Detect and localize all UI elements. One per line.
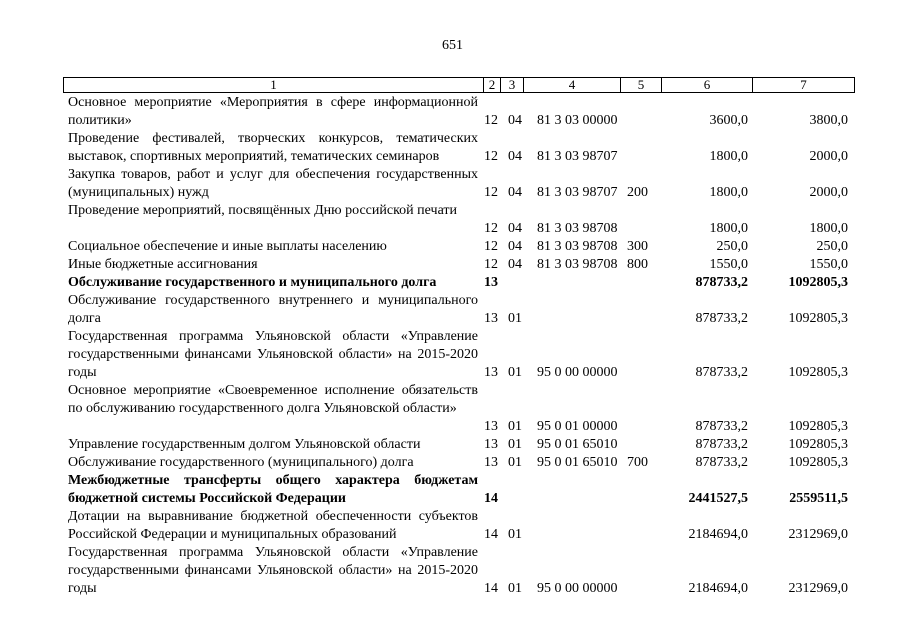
cell-amount-6: 878733,2	[695, 437, 748, 452]
cell-amount-6: 878733,2	[695, 275, 748, 290]
cell-section: 14	[484, 491, 498, 506]
cell-section: 14	[484, 527, 498, 542]
table-header	[63, 77, 855, 93]
table-row	[0, 256, 905, 274]
cell-target-article: 95 0 01 00000	[537, 419, 618, 434]
cell-amount-6: 2441527,5	[688, 491, 748, 506]
cell-amount-6: 878733,2	[695, 311, 748, 326]
cell-amount-7: 3800,0	[809, 113, 848, 128]
table-row	[0, 130, 905, 166]
table-row	[0, 292, 905, 328]
header-col-3: 3	[500, 78, 523, 92]
cell-subsection: 04	[508, 221, 522, 236]
cell-amount-6: 1800,0	[709, 185, 748, 200]
row-description: Основное мероприятие «Мероприятия в сфере информационной политики»	[68, 95, 478, 128]
cell-target-article: 95 0 00 00000	[537, 365, 618, 380]
cell-target-article: 81 3 03 98708	[537, 221, 618, 236]
row-description: Иные бюджетные ассигнования	[68, 257, 258, 272]
cell-section: 12	[484, 185, 498, 200]
cell-section: 12	[484, 113, 498, 128]
cell-target-article: 81 3 03 98707	[537, 185, 618, 200]
cell-section: 13	[484, 311, 498, 326]
table-row	[0, 166, 905, 202]
cell-section: 13	[484, 419, 498, 434]
table-row-section-header	[0, 274, 905, 292]
cell-amount-7: 1092805,3	[788, 419, 848, 434]
page-number: 651	[442, 38, 463, 53]
cell-section: 12	[484, 257, 498, 272]
cell-amount-7: 1092805,3	[788, 365, 848, 380]
row-description: Проведение фестивалей, творческих конкурсов, тематических выставок, спортивных мероприятий, тематических семинаров	[68, 131, 478, 164]
cell-section: 12	[484, 149, 498, 164]
cell-expense-type: 300	[627, 239, 648, 254]
cell-amount-7: 1092805,3	[788, 437, 848, 452]
row-description: Дотации на выравнивание бюджетной обеспеченности субъектов Российской Федерации и муниципальных образований	[68, 509, 478, 542]
cell-amount-7: 1092805,3	[788, 275, 848, 290]
row-description: Государственная программа Ульяновской области «Управление государственными финансами Ульяновской области» на 2015-2020 годы	[68, 329, 478, 380]
cell-amount-6: 878733,2	[695, 419, 748, 434]
cell-subsection: 04	[508, 113, 522, 128]
cell-subsection: 01	[508, 455, 522, 470]
header-col-2: 2	[483, 78, 500, 92]
cell-subsection: 01	[508, 581, 522, 596]
cell-amount-7: 2559511,5	[789, 491, 848, 506]
cell-amount-7: 1800,0	[809, 221, 848, 236]
cell-amount-7: 2312969,0	[788, 581, 848, 596]
table-row	[0, 238, 905, 256]
table-row	[0, 454, 905, 472]
cell-expense-type: 200	[627, 185, 648, 200]
cell-target-article: 81 3 03 98708	[537, 239, 618, 254]
row-description: Социальное обеспечение и иные выплаты населению	[68, 239, 387, 254]
header-col-1: 1	[270, 77, 277, 92]
header-col-6: 6	[661, 78, 752, 92]
cell-expense-type: 800	[627, 257, 648, 272]
cell-amount-7: 250,0	[816, 239, 848, 254]
row-description: Государственная программа Ульяновской области «Управление государственными финансами Ульяновской области» на 2015-2020 годы	[68, 545, 478, 596]
cell-target-article: 81 3 03 00000	[537, 113, 618, 128]
row-description: Обслуживание государственного (муниципального) долга	[68, 455, 414, 470]
cell-section: 13	[484, 455, 498, 470]
cell-expense-type: 700	[627, 455, 648, 470]
cell-amount-6: 1800,0	[709, 221, 748, 236]
cell-amount-7: 1092805,3	[788, 455, 848, 470]
cell-section: 13	[484, 275, 498, 290]
row-description: Обслуживание государственного внутреннего и муниципального долга	[68, 293, 478, 326]
cell-subsection: 04	[508, 185, 522, 200]
cell-amount-6: 2184694,0	[688, 527, 748, 542]
row-description: Закупка товаров, работ и услуг для обеспечения государственных (муниципальных) нужд	[68, 167, 478, 200]
cell-target-article: 81 3 03 98707	[537, 149, 618, 164]
table-row	[0, 382, 905, 436]
header-col-5: 5	[620, 78, 661, 92]
table-row	[0, 544, 905, 598]
cell-subsection: 04	[508, 239, 522, 254]
row-description: Межбюджетные трансферты общего характера бюджетам бюджетной системы Российской Федерации	[68, 473, 478, 506]
cell-target-article: 95 0 01 65010	[537, 437, 618, 452]
cell-amount-7: 1550,0	[809, 257, 848, 272]
cell-subsection: 01	[508, 527, 522, 542]
table-row	[0, 508, 905, 544]
header-col-4: 4	[523, 78, 620, 92]
table-row	[0, 94, 905, 130]
cell-amount-6: 2184694,0	[688, 581, 748, 596]
cell-section: 13	[484, 437, 498, 452]
cell-section: 14	[484, 581, 498, 596]
cell-amount-6: 878733,2	[695, 455, 748, 470]
row-description: Управление государственным долгом Ульяновской области	[68, 437, 421, 452]
cell-section: 13	[484, 365, 498, 380]
cell-subsection: 04	[508, 257, 522, 272]
cell-subsection: 04	[508, 149, 522, 164]
row-description: Обслуживание государственного и муниципального долга	[68, 275, 437, 290]
cell-target-article: 95 0 01 65010	[537, 455, 618, 470]
cell-amount-6: 250,0	[716, 239, 748, 254]
table-row	[0, 202, 905, 238]
cell-amount-7: 2312969,0	[788, 527, 848, 542]
row-description: Основное мероприятие «Своевременное исполнение обязательств по обслуживанию государственного долга Ульяновской области»	[68, 383, 478, 416]
cell-subsection: 01	[508, 419, 522, 434]
cell-subsection: 01	[508, 365, 522, 380]
cell-amount-7: 1092805,3	[788, 311, 848, 326]
table-row	[0, 436, 905, 454]
cell-amount-7: 2000,0	[809, 149, 848, 164]
cell-target-article: 95 0 00 00000	[537, 581, 618, 596]
cell-amount-7: 2000,0	[809, 185, 848, 200]
row-description: Проведение мероприятий, посвящённых Дню российской печати	[68, 203, 458, 218]
cell-subsection: 01	[508, 311, 522, 326]
cell-subsection: 01	[508, 437, 522, 452]
cell-target-article: 81 3 03 98708	[537, 257, 618, 272]
table-row-section-header	[0, 472, 905, 508]
cell-section: 12	[484, 221, 498, 236]
cell-amount-6: 1550,0	[709, 257, 748, 272]
table-body	[0, 94, 905, 598]
header-col-7: 7	[752, 78, 854, 92]
cell-amount-6: 878733,2	[695, 365, 748, 380]
cell-section: 12	[484, 239, 498, 254]
table-row	[0, 328, 905, 382]
cell-amount-6: 1800,0	[709, 149, 748, 164]
cell-amount-6: 3600,0	[709, 113, 748, 128]
